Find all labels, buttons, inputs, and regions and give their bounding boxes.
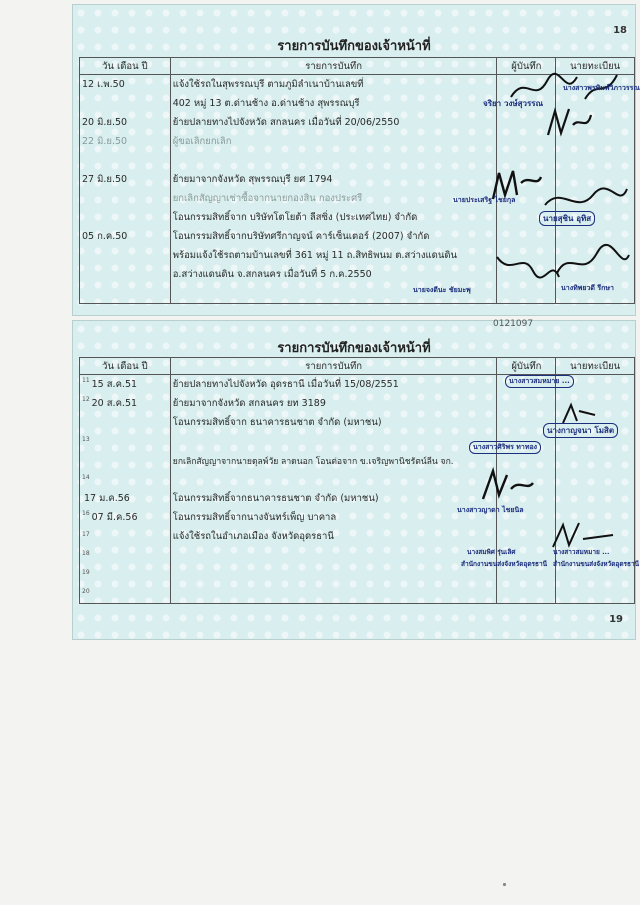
row-date: 07 มี.ค.56 [91,512,138,523]
signature-image [553,243,633,283]
row-record [170,432,497,451]
row-record [170,470,497,489]
row-record [170,584,497,604]
office-stamp: สำนักงานขนส่งจังหวัดอุดรธานี [553,560,640,568]
row-date: 20 ส.ค.51 [91,398,138,409]
row-record: ยกเลิกสัญญาจากนายดุลพ์วัย ลาดนอก โอนต่อจาก ข.เจริญพานิชรัตน์ลีน จก. [170,451,497,470]
row-date [80,94,171,113]
row-record [170,565,497,584]
row-number: 11 [82,377,90,384]
registrar-stamp: นายสุชิน อุทิส [539,211,595,226]
top-edge-code: 0121097 [493,319,534,329]
row-number: 12 [82,396,90,403]
row-date [80,265,171,284]
scan-speck [503,883,506,886]
registrar-stamp: นางสาวสมหมาย ... [505,375,574,388]
header-recorder: ผู้บันทึก [497,358,556,375]
recorder-stamp: นางสาวศิริพร ทาทอง [469,441,541,454]
row-record: โอนกรรมสิทธิ์จากบริษัทศรีกาญจน์ คาร์เซ็นเตอร์ (2007) จำกัด [170,227,497,246]
row-date [80,189,171,208]
row-date: 15 ส.ค.51 [91,379,138,390]
row-number: 13 [82,436,90,443]
registrar-stamp: นางกาญจนา โมสิต [543,423,618,438]
recorder-stamp: นายประเสริฐ ไชยกุล [453,196,516,204]
row-record: ย้ายมาจากจังหวัด สกลนคร ยท 3189 [170,394,497,413]
row-record: อ.สว่างแดนดิน จ.สกลนคร เมื่อวันที่ 5 ก.ค.2550 [170,265,497,284]
row-date: 05 ก.ค.50 [80,227,171,246]
footer-stamp: นางสาวสมหมาย ... [553,548,610,556]
table-row [80,451,635,470]
table-row [80,584,635,604]
signature-image [543,105,593,141]
header-date: วัน เดือน ปี [80,358,171,375]
page-number: 19 [609,614,623,625]
table-row [80,470,635,489]
row-record [170,151,497,170]
row-date [80,284,171,304]
row-record: ผู้ขอเลิกยกเลิก [170,132,497,151]
row-record: ย้ายปลายทางไปจังหวัด สกลนคร เมื่อวันที่ 20/06/2550 [170,113,497,132]
row-record: โอนกรรมสิทธิ์จาก ธนาคารธนชาต จำกัด (มหาชน) [170,413,497,432]
office-stamp: สำนักงานขนส่งจังหวัดอุดรธานี [461,560,548,568]
recorder-stamp: จริยา วงษ์สุวรรณ [483,99,544,108]
header-registrar: นายทะเบียน [556,58,635,75]
row-record: แจ้งใช้รถในอำเภอเมือง จังหวัดอุดรธานี [170,527,497,546]
row-record: โอนกรรมสิทธิ์จากธนาคารธนชาต จำกัด (มหาชน) [170,489,497,508]
row-number: 19 [82,569,90,576]
row-number: 14 [82,474,90,481]
row-record: ย้ายมาจากจังหวัด สุพรรณบุรี ยศ 1794 [170,170,497,189]
row-date: 22 มิ.ย.50 [80,132,171,151]
recorder-stamp: นายจงดีนะ ชัยมะพุ [413,286,471,294]
page-number: 18 [613,25,627,36]
page-title: รายการบันทึกของเจ้าหน้าที่ [277,341,431,356]
records-table [79,357,635,604]
registrar-stamp: นางทิพยวดี รีกษา [561,284,614,292]
row-number: 17 [82,531,90,538]
table-row [80,565,635,584]
row-record: โอนกรรมสิทธิ์จากนางจันทร์เพ็ญ บาคาล [170,508,497,527]
registrar-stamp: นางสาวพรพิมพ์วิภาวรรณ [563,84,640,92]
row-record: ย้ายปลายทางไปจังหวัด อุดรธานี เมื่อวันที่ 15/08/2551 [170,375,497,395]
registration-page-bottom [72,319,640,640]
table-header-row [80,358,635,375]
row-date [80,246,171,265]
table-row [80,284,635,304]
recorder-stamp: นางสาวญาดา ไชยนิล [457,506,524,514]
row-date: 17 ม.ค.56 [84,493,130,504]
table-row [80,489,635,508]
row-record [170,546,497,565]
header-recorder: ผู้บันทึก [497,58,556,75]
table-row [80,394,635,413]
row-number: 20 [82,588,90,595]
row-record: แจ้งใช้รถในสุพรรณบุรี ตามภูมิลำเนาบ้านเลขที่ [170,75,497,95]
page-title: รายการบันทึกของเจ้าหน้าที่ [277,39,431,54]
row-date: 12 เ.พ.50 [80,75,171,95]
row-date [80,151,171,170]
header-date: วัน เดือน ปี [80,58,171,75]
header-record: รายการบันทึก [170,58,497,75]
row-date: 20 มิ.ย.50 [80,113,171,132]
row-record: พร้อมแจ้งใช้รถตามบ้านเลขที่ 361 หมู่ 11 ถ.สิทธิพนม ต.สว่างแดนดิน [170,246,497,265]
row-date [80,208,171,227]
registration-page-top [72,4,640,316]
row-record: 402 หมู่ 13 ต.ด่านช้าง อ.ด่านช้าง สุพรรณบุรี [170,94,497,113]
header-registrar: นายทะเบียน [556,358,635,375]
row-record: ยกเลิกสัญญาเช่าซื้อจากนายกองสิน กองประศรี [170,189,497,208]
row-number: 18 [82,550,90,557]
table-row [80,227,635,246]
signature-image [477,465,537,505]
row-number: 16 [82,510,90,517]
footer-stamp: นางสมพิศ รุ่นเลิศ [467,548,516,556]
header-record: รายการบันทึก [170,358,497,375]
row-date: 27 มิ.ย.50 [80,170,171,189]
row-record: โอนกรรมสิทธิ์จาก บริษัทโตโยต้า ลีสซิ่ง (ประเทศไทย) จำกัด [170,208,497,227]
table-row [80,151,635,170]
